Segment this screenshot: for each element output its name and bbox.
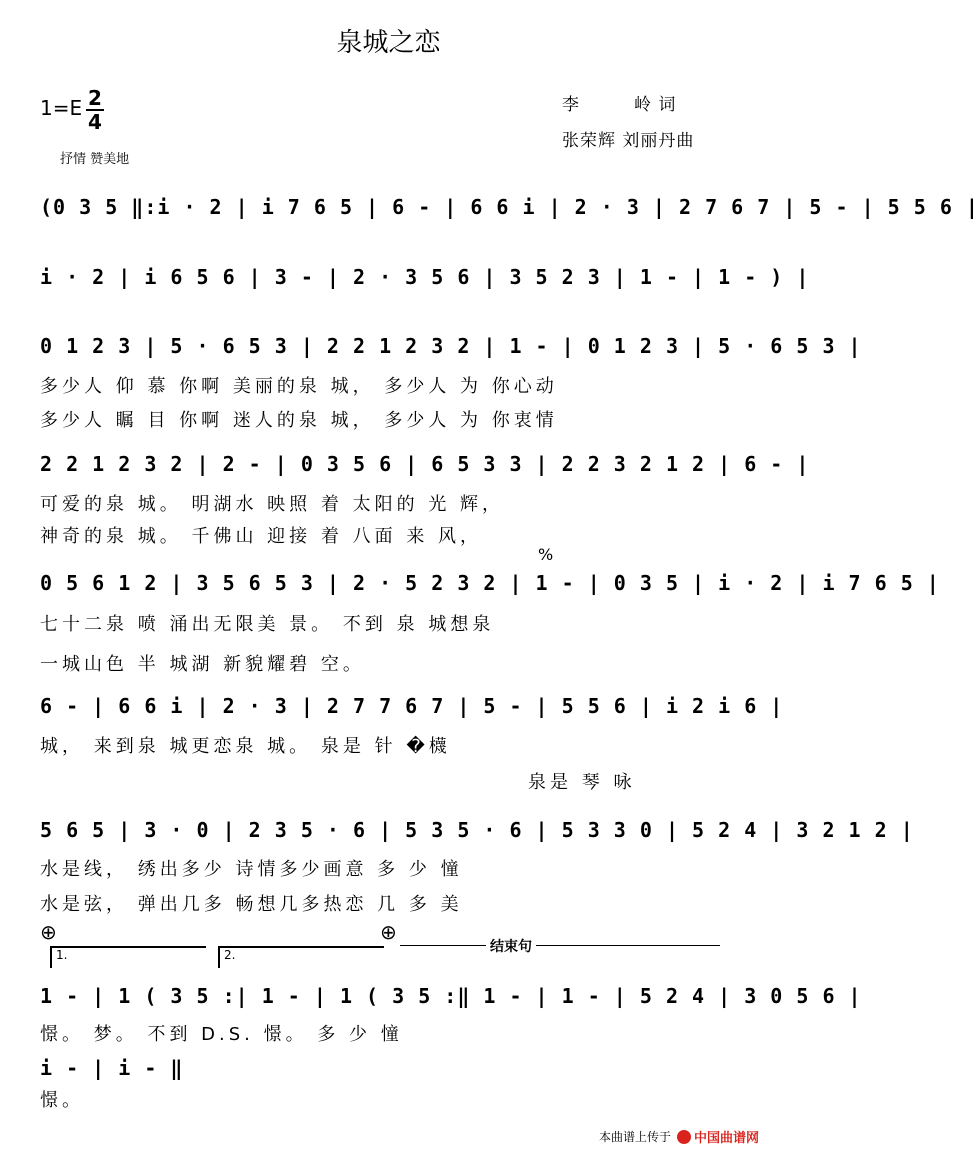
time-signature xyxy=(86,88,104,132)
lyric-row-5-verse-2: 一城山色 半 城湖 新貌耀碧 空。 xyxy=(40,654,365,675)
time-denominator: 4 xyxy=(88,110,102,134)
coda-label: 结束句 xyxy=(486,936,536,956)
lyric-row-5-verse-1: 七十二泉 喷 涌出无限美 景。 不到 泉 城想泉 xyxy=(40,614,495,635)
first-ending-bracket: 1. xyxy=(50,946,206,968)
site-logo-icon xyxy=(677,1130,691,1144)
site-logo-text: 中国曲谱网 xyxy=(693,1131,759,1146)
lyric-row-8: 憬。 梦。 不到 D.S. 憬。 多 少 憧 xyxy=(40,1024,403,1045)
segno-sign: % xyxy=(538,545,554,564)
notation-row-4: 2 2 1 2 3 2 | 2 - | 0 3 5 6 | 6 5 3 3 | 2 2 3 2 1 2 | 6 - | xyxy=(40,452,810,476)
lyric-row-9: 憬。 xyxy=(40,1090,84,1111)
lyric-row-7-verse-2: 水是弦， 弹出几多 畅想几多热恋 几 多 美 xyxy=(40,894,463,915)
notation-row-2: i · 2 | i 6 5 6 | 3 - | 2 · 3 5 6 | 3 5 2 3 | 1 - | 1 - ) | xyxy=(40,265,810,289)
notation-row-7: 5 6 5 | 3 · 0 | 2 3 5 · 6 | 5 3 5 · 6 | 5 3 3 0 | 5 2 4 | 3 2 1 2 | xyxy=(40,818,914,842)
notation-row-5: 0 5 6 1 2 | 3 5 6 5 3 | 2 · 5 2 3 2 | 1 - | 0 3 5 | i · 2 | i 7 6 5 | xyxy=(40,571,940,595)
coda-sign-left: ⊕ xyxy=(40,920,57,944)
expression-mark: 抒情 赞美地 xyxy=(60,152,130,167)
lyric-row-3-verse-2: 多少人 瞩 目 你啊 迷人的泉 城， 多少人 为 你衷情 xyxy=(40,410,558,431)
second-ending-bracket: 2. xyxy=(218,946,384,968)
lyric-row-4-verse-2: 神奇的泉 城。 千佛山 迎接 着 八面 来 风， xyxy=(40,526,483,547)
coda-line xyxy=(400,945,720,946)
composer-credit: 张荣辉 刘丽丹曲 xyxy=(562,131,695,151)
footer-text: 本曲谱上传于 xyxy=(598,1130,671,1144)
site-logo[interactable] xyxy=(677,1127,759,1146)
upload-footer xyxy=(599,1127,759,1146)
time-numerator: 2 xyxy=(88,86,102,110)
lyric-row-3-verse-1: 多少人 仰 慕 你啊 美丽的泉 城， 多少人 为 你心动 xyxy=(40,376,558,397)
notation-row-3: 0 1 2 3 | 5 · 6 5 3 | 2 2 1 2 3 2 | 1 - | 0 1 2 3 | 5 · 6 5 3 | xyxy=(40,334,862,358)
notation-row-6: 6 - | 6 6 i | 2 · 3 | 2 7 7 6 7 | 5 - | 5 5 6 | i 2 i 6 | xyxy=(40,694,784,718)
key-signature: 1=E xyxy=(40,96,83,120)
song-title: 泉城之恋 xyxy=(336,28,441,58)
lyric-row-4-verse-1: 可爱的泉 城。 明湖水 映照 着 太阳的 光 辉， xyxy=(40,494,505,515)
notation-row-9: i - | i - ‖ xyxy=(40,1056,184,1080)
lyric-row-6-verse-1: 城， 来到泉 城更恋泉 城。 泉是 针 �櫗 xyxy=(40,736,451,757)
lyric-row-6-verse-2: 泉是 琴 咏 xyxy=(528,772,636,793)
lyric-row-7-verse-1: 水是线， 绣出多少 诗情多少画意 多 少 憧 xyxy=(40,859,463,880)
notation-row-8: 1 - | 1 ( 3 5 :| 1 - | 1 ( 3 5 :‖ 1 - | 1 - | 5 2 4 | 3 0 5 6 | xyxy=(40,984,862,1008)
notation-row-1: (0 3 5 ‖:i · 2 | i 7 6 5 | 6 - | 6 6 i | 2 · 3 | 2 7 6 7 | 5 - | 5 5 6 | xyxy=(40,195,979,219)
coda-sign-right: ⊕ xyxy=(380,920,397,944)
lyricist-credit: 李 岭 词 xyxy=(562,95,677,115)
